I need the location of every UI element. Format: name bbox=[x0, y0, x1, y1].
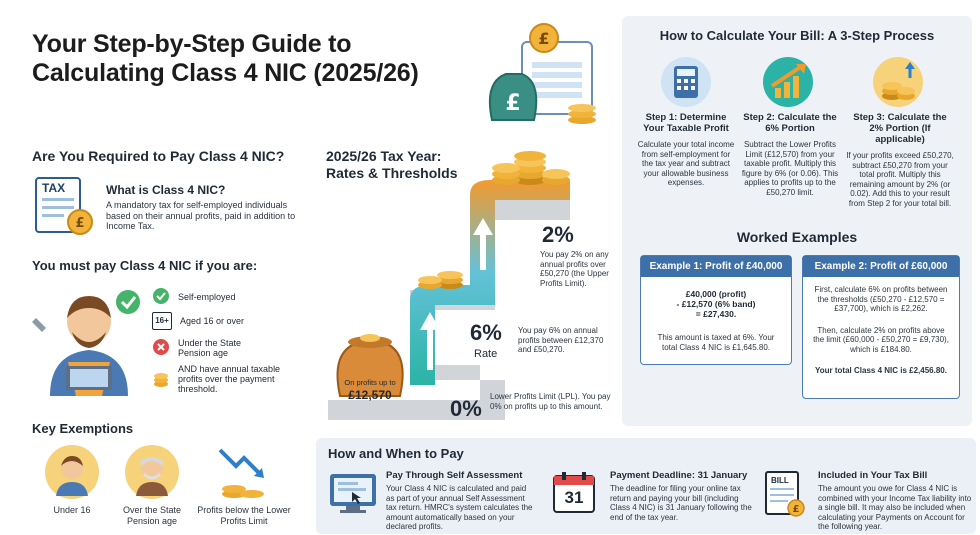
tax-document-icon bbox=[32, 176, 96, 238]
example-2-step-1: First, calculate 6% on profits between the thresholds (£50,270 - £12,570 = £37,700), which is £2,262. bbox=[814, 285, 948, 313]
money-bag-icon bbox=[482, 22, 612, 127]
elderly-person-icon bbox=[124, 444, 180, 505]
step-1 bbox=[636, 112, 736, 188]
exemption-label-under-16: Under 16 bbox=[53, 505, 91, 515]
pay-item-text: The deadline for filing your online tax return and paying your bill (including Class 4 NIC) is 31 January following the end of the tax year. bbox=[610, 484, 752, 522]
list-item-label: Self-employed bbox=[178, 292, 236, 302]
two-percent-value: 2% bbox=[542, 222, 574, 247]
exemption-label-lower-profits: Profits below the Lower Profits Limit bbox=[197, 505, 291, 526]
step-2 bbox=[740, 112, 840, 197]
what-is-text: A mandatory tax for self-employed individuals based on their annual profits, paid in addition to Income Tax. bbox=[106, 200, 296, 231]
tax-label: TAX bbox=[42, 181, 66, 195]
rates-heading-line-2: Rates & Thresholds bbox=[326, 165, 458, 181]
zero-percent-value: 0% bbox=[450, 396, 482, 421]
list-item bbox=[152, 308, 302, 334]
step-3 bbox=[846, 112, 954, 208]
pay-item-deadline bbox=[610, 470, 760, 522]
pot-label: On profits up to bbox=[344, 378, 396, 387]
page-title bbox=[32, 30, 502, 88]
svg-text:£: £ bbox=[75, 216, 85, 231]
pay-item-tax-bill bbox=[818, 470, 972, 532]
list-item bbox=[152, 362, 302, 396]
example-1-header: Example 1: Profit of £40,000 bbox=[641, 256, 791, 277]
step-2-text: Subtract the Lower Profits Limit (£12,570) from your taxable profit. Multiply this figure by 6% (or 0.06). This applies to profits up to the £50,270 limit. bbox=[741, 140, 839, 197]
bill-label: BILL bbox=[771, 476, 789, 485]
check-icon bbox=[152, 287, 170, 307]
pay-item-title: Pay Through Self Assessment bbox=[386, 470, 523, 481]
pay-item-title: Included in Your Tax Bill bbox=[818, 470, 928, 481]
child-icon bbox=[44, 444, 100, 505]
pay-heading: How and When to Pay bbox=[328, 446, 464, 461]
pay-item-title: Payment Deadline: 31 January bbox=[610, 470, 748, 481]
example-1-calc-line-2: - £12,570 (6% band) bbox=[676, 299, 756, 309]
pay-item-self-assessment bbox=[386, 470, 536, 532]
zero-percent-text: Lower Profits Limit (LPL). You pay 0% on profits up to this amount. bbox=[490, 392, 611, 411]
step-2-title: Step 2: Calculate the 6% Portion bbox=[743, 112, 837, 134]
pot-value: £12,570 bbox=[348, 388, 392, 402]
title-line-2: Calculating Class 4 NIC (2025/26) bbox=[32, 59, 419, 87]
step-3-title: Step 3: Calculate the 2% Portion (If applicable) bbox=[853, 112, 947, 145]
bill-icon bbox=[760, 470, 806, 518]
self-employed-person-icon bbox=[30, 278, 148, 398]
calendar-age-icon: 16+ bbox=[152, 312, 172, 330]
coins-icon bbox=[152, 369, 170, 389]
six-percent-rate-label: Rate bbox=[474, 348, 498, 360]
example-1-calc bbox=[641, 289, 791, 319]
exemptions-heading: Key Exemptions bbox=[32, 421, 134, 436]
rates-heading-line-1: 2025/26 Tax Year: bbox=[326, 148, 442, 164]
step-1-text: Calculate your total income from self-employment for the tax year and subtract your allowable business expenses. bbox=[637, 140, 735, 187]
example-2-step-2: Then, calculate 2% on profits above the limit (£60,000 - £50,270 = £9,730), which is £184.80. bbox=[813, 325, 949, 354]
six-percent-text: You pay 6% on annual profits between £12,370 and £50,270. bbox=[518, 326, 604, 354]
example-1-card bbox=[640, 255, 792, 365]
falling-profits-icon bbox=[214, 444, 270, 505]
example-1-result: This amount is taxed at 6%. Your total Class 4 NIC is £1,645.80. bbox=[657, 333, 775, 352]
exemption-label-pension-age: Over the State Pension age bbox=[122, 505, 182, 526]
required-heading: Are You Required to Pay Class 4 NIC? bbox=[32, 148, 285, 164]
title-line-1: Your Step-by-Step Guide to bbox=[32, 30, 352, 58]
growth-chart-icon bbox=[762, 56, 814, 113]
computer-icon bbox=[328, 472, 378, 521]
calendar-icon bbox=[552, 470, 596, 514]
calendar-day: 31 bbox=[564, 488, 584, 507]
six-percent-value: 6% bbox=[470, 320, 502, 345]
must-pay-heading: You must pay Class 4 NIC if you are: bbox=[32, 258, 258, 273]
svg-text:£: £ bbox=[792, 504, 800, 515]
calculator-icon bbox=[660, 56, 712, 113]
example-2-header: Example 2: Profit of £60,000 bbox=[803, 256, 959, 277]
list-item-label: Under the State Pension age bbox=[178, 338, 242, 358]
list-item-label: Aged 16 or over bbox=[180, 316, 245, 326]
example-2-card bbox=[802, 255, 960, 399]
two-percent-text: You pay 2% on any annual profits over £50,270 (the Upper Profits Limit). bbox=[540, 250, 609, 288]
list-item-label: AND have annual taxable profits over the payment threshold. bbox=[178, 364, 281, 394]
example-2-total: Your total Class 4 NIC is £2,456.80. bbox=[815, 366, 947, 375]
example-1-calc-line-3: = £27,430. bbox=[695, 309, 737, 319]
how-to-heading: How to Calculate Your Bill: A 3-Step Process bbox=[659, 28, 935, 43]
what-is-heading: What is Class 4 NIC? bbox=[106, 183, 226, 197]
step-1-title: Step 1: Determine Your Taxable Profit bbox=[643, 112, 729, 134]
coin-stack-icon bbox=[872, 56, 924, 113]
example-1-calc-line-1: £40,000 (profit) bbox=[685, 289, 747, 299]
svg-text:£: £ bbox=[505, 91, 521, 116]
pay-item-text: Your Class 4 NIC is calculated and paid as part of your annual Self Assessment tax return. HMRC's system calculates the amount automatically based on your declared profits. bbox=[386, 484, 533, 531]
svg-text:£: £ bbox=[538, 29, 550, 48]
must-pay-list bbox=[152, 286, 302, 396]
pay-item-text: The amount you owe for Class 4 NIC is combined with your Income Tax liability into a single bill. It may also be included when calculating your Payments on Account for the following year. bbox=[818, 484, 972, 531]
cross-icon bbox=[152, 338, 170, 358]
list-item bbox=[152, 334, 302, 362]
worked-examples-heading: Worked Examples bbox=[736, 229, 858, 245]
list-item bbox=[152, 286, 302, 308]
step-3-text: If your profits exceed £50,270, subtract £50,270 from your total profit. Multiply this remaining amount by 2% (or 0.02). Add this to your result from Step 2 for your total bill. bbox=[846, 151, 954, 208]
